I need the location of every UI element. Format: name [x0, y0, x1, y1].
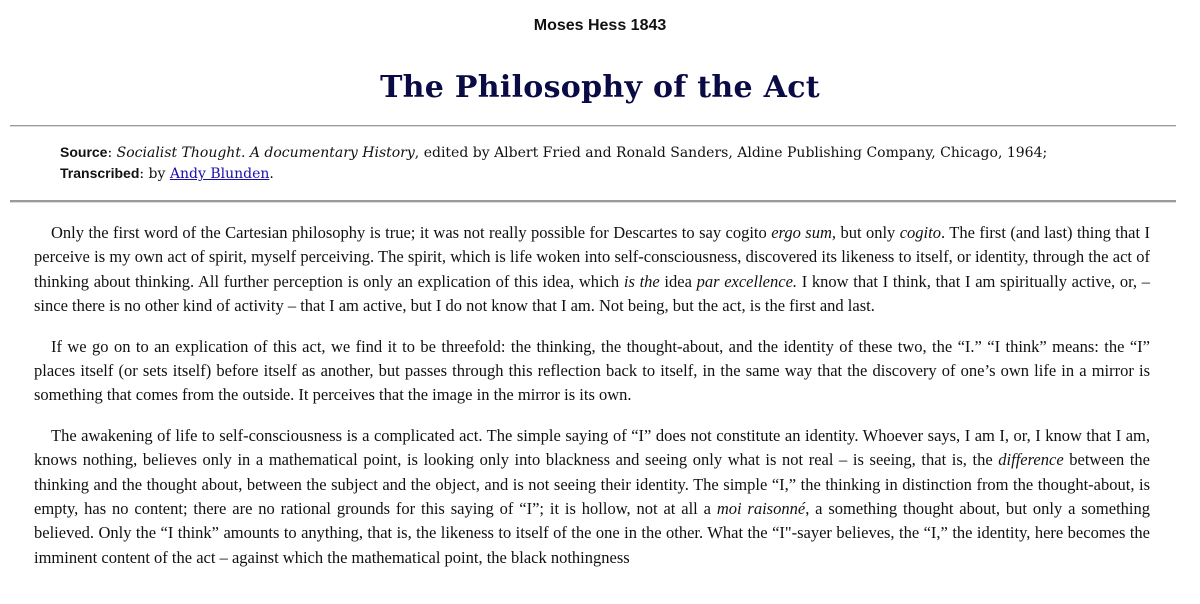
- transcribed-line: [60, 163, 1200, 184]
- p1-text-1: Only the first word of the Cartesian philosophy is true; it was not really possible for Descartes to say cogito: [51, 223, 772, 242]
- p1-emphasis-1: ergo sum,: [771, 223, 836, 242]
- source-line: [60, 142, 1200, 163]
- p3-emphasis-1: difference: [998, 450, 1064, 470]
- p1-emphasis-3: is the: [623, 271, 660, 291]
- p2-text-1: If we go on to an explication of this act, we find it to be threefold: the thinking, the thought-about, and the identity of these two, the “I.” “I think” means: the “I” places itself (or sets itself) before itself as another, but passes through this reflection back to itself, in the same way that the discovery of one’s own life in a mirror is something that comes from the outside. It perceives that the image in the mirror is its own.: [34, 336, 1150, 405]
- transcribed-end: .: [269, 166, 274, 182]
- author-year-heading: Moses Hess 1843: [533, 17, 667, 34]
- source-details: , edited by Albert Fried and Ronald Sanders, Aldine Publishing Company, Chicago, 1964;: [414, 145, 1048, 161]
- p3-text-3: , a something thought about, but only a something believed. Only the “I think” amounts to anything, that is, the likeness to itself of the one in the other. What the “I"-sayer believes, the “I,” the identity, here becomes the imminent content of the act – against which the mathematical point, the black nothingness: [34, 499, 1151, 567]
- p1-text-3: . The first (and last) thing that I perceive is my own act of spirit, myself perceiving. The spirit, which is life woken into self-consciousness, discovered its likeness to itself, or identity, through the act of thinking about thinking. All further perception is only an explication of this idea, which: [34, 223, 1150, 291]
- paragraph-2: [34, 335, 1150, 408]
- p1-emphasis-2: cogito: [899, 223, 941, 242]
- transcribed-label: Transcribed: [60, 165, 140, 181]
- p1-text-2: but only: [836, 223, 900, 242]
- paragraph-3: [34, 424, 1150, 570]
- article-body: [34, 203, 1150, 570]
- paragraph-1: [34, 221, 1150, 319]
- p3-text-2: between the thinking and the thought about, between the subject and the object, and is not seeing their identity. The simple “I,” the thinking in distinction from the thought-about, is empty, has no content; there are no rational grounds for this saying of “I”; it is hollow, not at all a: [34, 450, 1150, 519]
- source-info: [0, 127, 1200, 200]
- transcriber-link[interactable]: Andy Blunden: [169, 166, 270, 182]
- source-label: Source: [60, 144, 108, 160]
- p1-text-5: I know that I think, that I am spiritually active, or, – since there is no other kind of activity – that I am active, but I do not know that I am. Not being, but the act, is the first and last.: [34, 271, 1150, 316]
- p1-text-4: idea: [659, 271, 697, 291]
- p1-emphasis-4: par excellence.: [696, 271, 798, 291]
- p3-emphasis-2: moi raisonné: [716, 499, 806, 519]
- source-work-title: Socialist Thought. A documentary History: [116, 145, 415, 161]
- transcribed-by: : by: [139, 166, 170, 182]
- source-colon: :: [107, 145, 117, 161]
- page-title: The Philosophy of the Act: [380, 70, 820, 105]
- p3-text-1: The awakening of life to self-consciousness is a complicated act. The simple saying of “I” does not constitute an identity. Whoever says, I am I, or, I know that I am, knows nothing, believes only in a mathematical point, is looking only into blackness and seeing only what is not real – is seeing, that is, the: [34, 425, 1150, 470]
